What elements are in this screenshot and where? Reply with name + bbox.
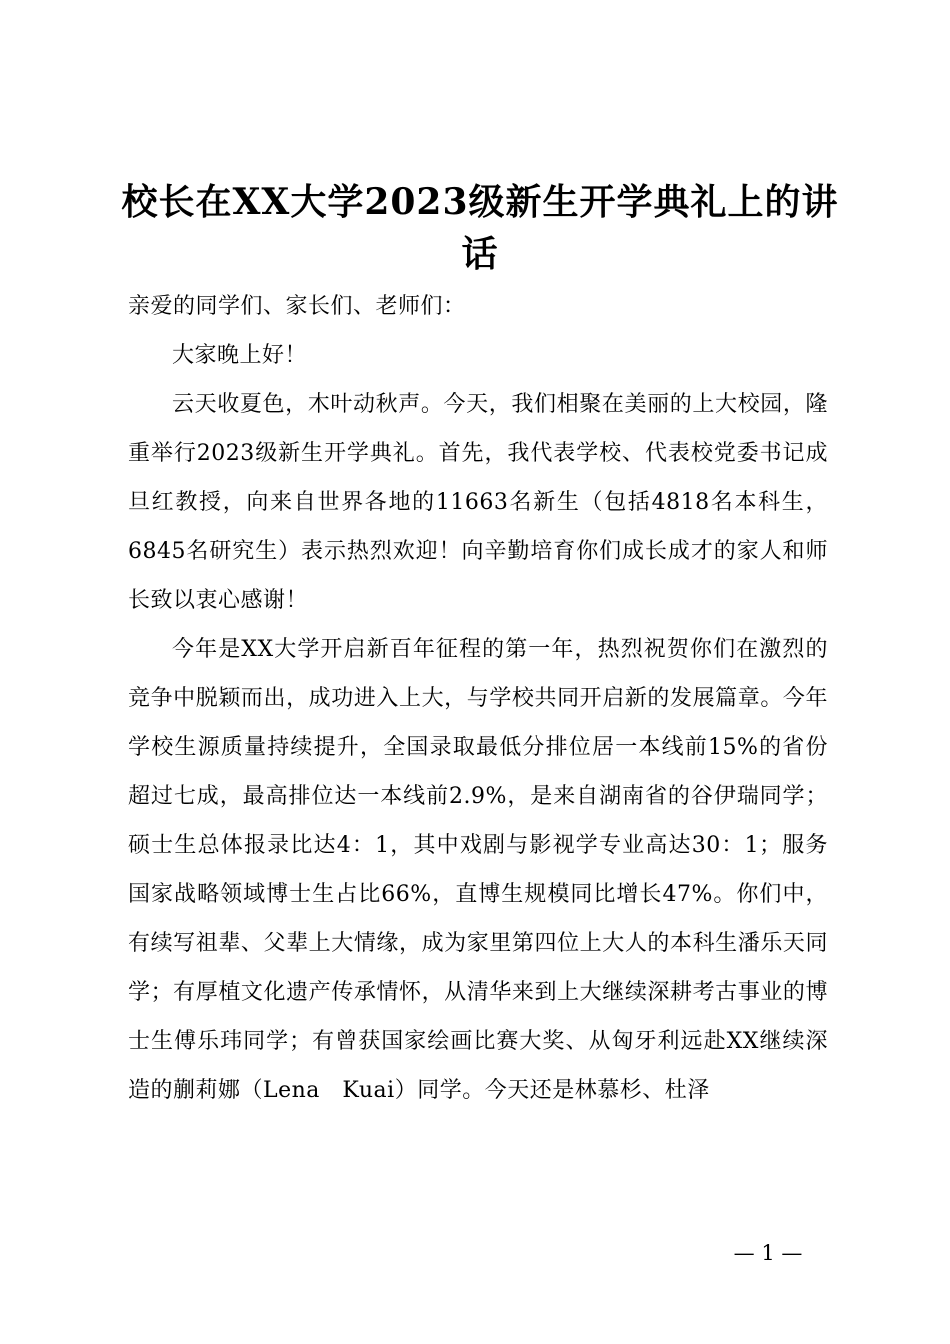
paragraph-greeting: 大家晚上好！ xyxy=(172,343,308,368)
paragraph-welcome: 云天收夏色，木叶动秋声。今天，我们相聚在美丽的上大校园，隆重举行2023级新生开学典礼。首先，我代表学校、代表校党委书记成旦红教授，向来自世界各地的11663名新生（包括4818名本科生，6845名研究生）表示热烈欢迎！向辛勤培育你们成长成才的家人和师长致以衷心感谢！ xyxy=(128,392,828,613)
salutation: 亲爱的同学们、家长们、老师们： xyxy=(128,294,466,319)
page-number: — 1 — xyxy=(733,1241,803,1265)
document-body xyxy=(128,282,828,1115)
paragraph-new-students: 今年是XX大学开启新百年征程的第一年，热烈祝贺你们在激烈的竞争中脱颖而出，成功进入上大，与学校共同开启新的发展篇章。今年学校生源质量持续提升，全国录取最低分排位居一本线前15%的省份超过七成，最高排位达一本线前2.9%，是来自湖南省的谷伊瑞同学；硕士生总体报录比达4：1，其中戏剧与影视学专业高达30：1；服务国家战略领域博士生占比66%，直博生规模同比增长47%。你们中，有续写祖辈、父辈上大情缘，成为家里第四位上大人的本科生潘乐天同学；有厚植文化遗产传承情怀，从清华来到上大继续深耕考古事业的博士生傅乐玮同学；有曾获国家绘画比赛大奖、从匈牙利远赴XX继续深造的蒯莉娜（Lena Kuai）同学。今天还是林慕杉、杜泽 xyxy=(128,637,828,1103)
document-title: 校长在XX大学2023级新生开学典礼上的讲话 xyxy=(121,181,839,275)
